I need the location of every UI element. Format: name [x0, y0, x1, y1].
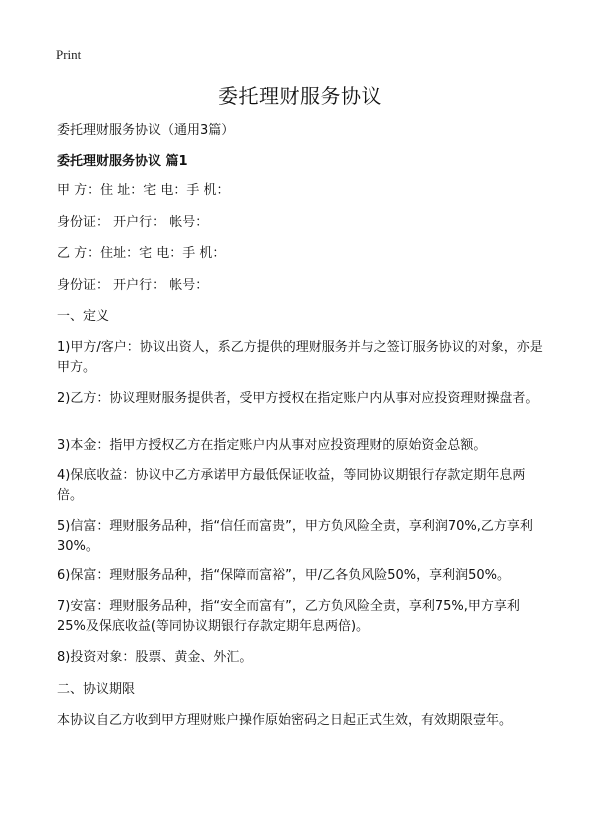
print-link[interactable]: Print	[56, 47, 82, 62]
party-b-id-line: 身份证： 开户行： 帐号：	[57, 278, 209, 293]
definition-8: 8)投资对象：股票、黄金、外汇。	[57, 650, 253, 665]
heading-definitions: 一、定义	[57, 309, 110, 324]
heading-term: 二、协议期限	[57, 682, 136, 697]
party-b-address-line: 乙 方：住址：宅 电：手 机：	[57, 246, 226, 261]
document-subtitle: 委托理财服务协议（通用3篇）	[57, 123, 235, 138]
definition-2: 2)乙方：协议理财服务提供者，受甲方授权在指定账户内从事对应投资理财操盘者。	[57, 391, 539, 406]
party-a-address-line: 甲 方：住 址：宅 电：手 机：	[57, 183, 230, 198]
definition-6: 6)保富：理财服务品种，指“保障而富裕”，甲/乙各负风险50%，享利润50%。	[57, 568, 510, 583]
definition-1: 1)甲方/客户：协议出资人，系乙方提供的理财服务并与之签订服务协议的对象，亦是甲方。	[57, 340, 543, 375]
section-title: 委托理财服务协议 篇1	[57, 154, 188, 169]
definition-3: 3)本金：指甲方授权乙方在指定账户内从事对应投资理财的原始资金总额。	[57, 438, 487, 453]
definition-5: 5)信富：理财服务品种，指“信任而富贵”，甲方负风险全责，享利润70%,乙方享利30%。	[57, 519, 533, 554]
party-a-id-line: 身份证： 开户行： 帐号：	[57, 215, 209, 230]
term-paragraph: 本协议自乙方收到甲方理财账户操作原始密码之日起正式生效，有效期限壹年。	[57, 713, 513, 728]
definition-7: 7)安富：理财服务品种，指“安全而富有”，乙方负风险全责，享利75%,甲方享利25%及保底收益(等同协议期银行存款定期年息两倍)。	[57, 599, 520, 634]
document-title: 委托理财服务协议	[218, 84, 382, 108]
definition-4: 4)保底收益：协议中乙方承诺甲方最低保证收益，等同协议期银行存款定期年息两倍。	[57, 468, 526, 503]
